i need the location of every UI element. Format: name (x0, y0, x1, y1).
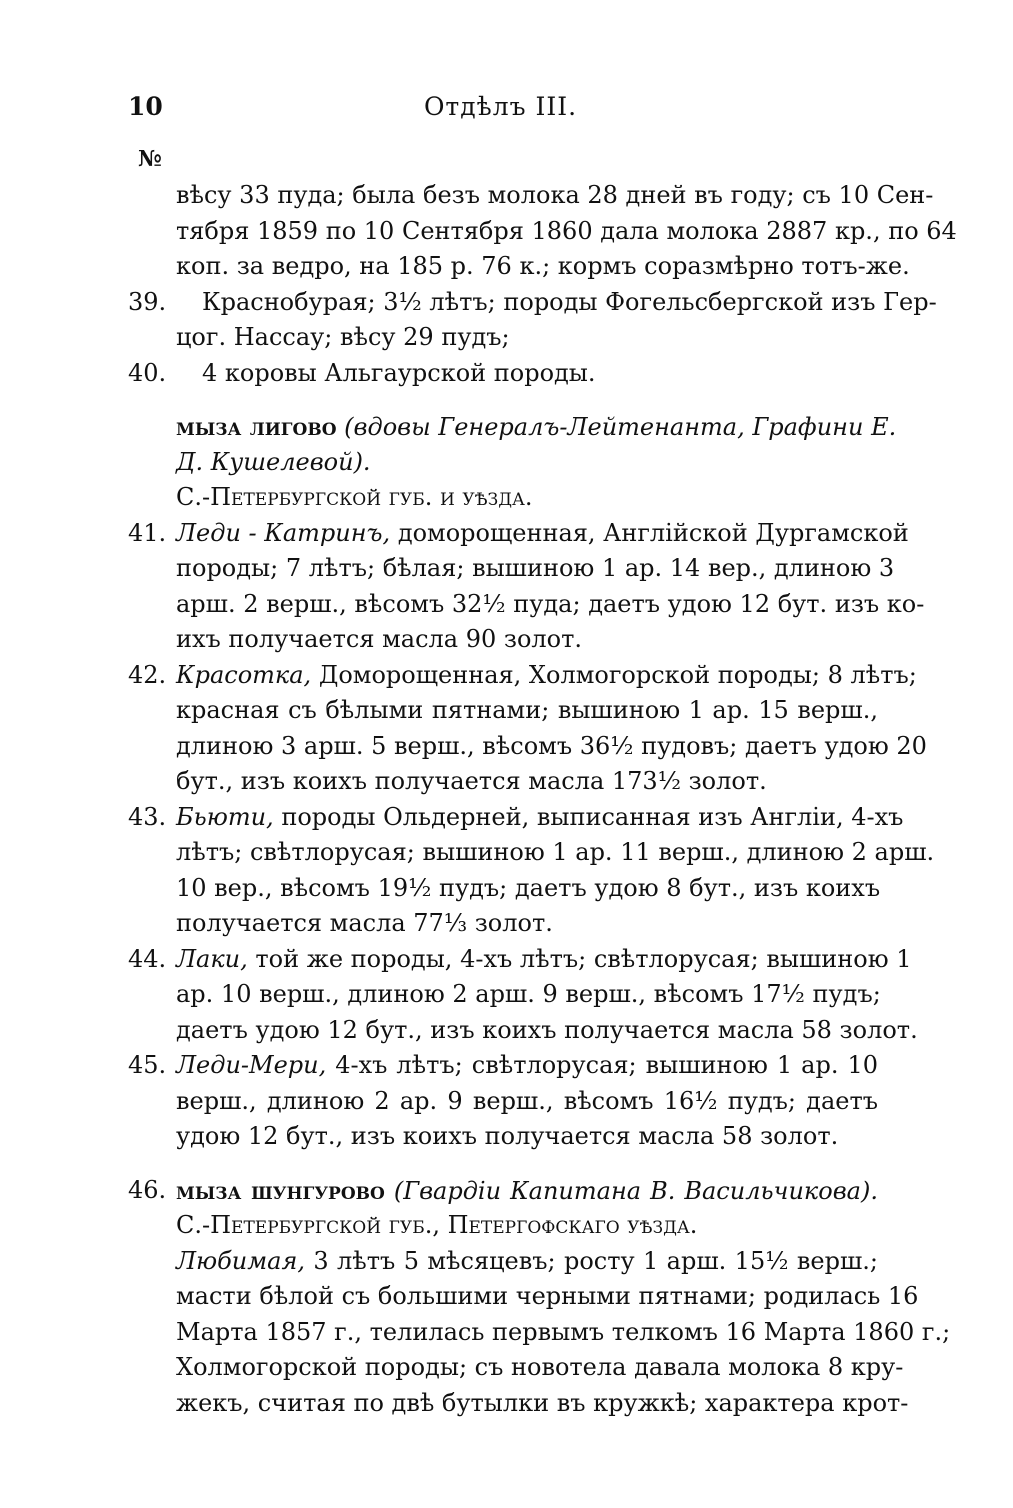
text-line (128, 1279, 919, 1315)
line-text: Краснобурая; 3½ лѣтъ; породы Фогельсбергской изъ Гер- (202, 287, 937, 316)
entry-number: 41. (128, 518, 167, 547)
entry-number: 43. (128, 802, 167, 831)
line-text (176, 1173, 878, 1210)
entry-44 (128, 942, 912, 978)
entry-45 (128, 1048, 878, 1084)
text-line (128, 1350, 904, 1386)
entry-39 (128, 285, 937, 321)
running-head: Отдѣлъ III. (423, 92, 578, 121)
line-text: жекъ, считая по двѣ бутылки въ кружкѣ; характера крот- (176, 1388, 909, 1417)
line-text: 10 вер., вѣсомъ 19½ пудъ; даетъ удою 8 бут., изъ коихъ (176, 873, 881, 902)
text-line (128, 1208, 878, 1244)
entry-number: 45. (128, 1051, 167, 1079)
text-line (128, 178, 934, 214)
text-line (128, 729, 927, 765)
text-line (128, 871, 881, 907)
line-text: бут., изъ коихъ получается масла 173½ золот. (176, 767, 767, 795)
line-text (176, 409, 897, 446)
entry-46 (128, 1173, 878, 1209)
line-text: доморощенная, Англійской Дургамской (397, 518, 909, 547)
text-line (128, 977, 881, 1013)
text-line (128, 835, 935, 871)
text-line (128, 480, 878, 516)
line-text: коп. за ведро, на 185 р. 76 к.; кормъ соразмѣрно тотъ-же. (176, 252, 910, 280)
cow-name: Лаки, (176, 944, 248, 973)
line-text: породы; 7 лѣтъ; бѣлая; вышиною 1 ар. 14 вер., длиною 3 (176, 554, 895, 582)
text-line (128, 693, 878, 729)
text-line (128, 1119, 878, 1155)
line-text: 3 лѣтъ 5 мѣсяцевъ; росту 1 арш. 15½ верш.; (313, 1246, 878, 1275)
entry-number: 42. (128, 660, 167, 689)
page-number: 10 (128, 92, 163, 121)
entry-number: 44. (128, 944, 167, 973)
line-text: длиною 3 арш. 5 верш., вѣсомъ 36½ пудовъ; даетъ удою 20 (176, 731, 927, 760)
line-text (176, 800, 904, 836)
entry-number: 39. (128, 287, 167, 316)
line-text: Доморощенная, Холмогорской породы; 8 лѣтъ; (318, 660, 917, 689)
estate-name: мыза лигово (176, 412, 337, 441)
line-text: Д. Кушелевой). (176, 447, 371, 476)
entry-41 (128, 516, 909, 552)
text-line (128, 1244, 878, 1280)
numero-sign: № (138, 146, 162, 172)
line-text: вѣсу 33 пуда; была безъ молока 28 дней въ году; съ 10 Сен- (176, 181, 934, 209)
cow-name: Красотка, (176, 660, 312, 689)
cow-name: Любимая, (176, 1246, 305, 1275)
line-text (176, 1244, 878, 1280)
line-text: верш., длиною 2 ар. 9 верш., вѣсомъ 16½ пудъ; даетъ (176, 1086, 878, 1115)
line-text: Холмогорской породы; съ новотела давала молока 8 кру- (176, 1353, 904, 1381)
estate-owner: (вдовы Генералъ-Лейтенанта, Графини Е. (344, 413, 897, 441)
cow-name: Леди - Катринъ, (176, 518, 391, 547)
text-line (128, 1084, 878, 1120)
entry-42 (128, 658, 917, 694)
text-line (128, 1315, 951, 1351)
line-text: даетъ удою 12 бут., изъ коихъ получается масла 58 золот. (176, 1015, 918, 1044)
line-text: красная съ бѣлыми пятнами; вышиною 1 ар. 15 верш., (176, 696, 878, 724)
line-text (176, 1048, 878, 1084)
line-text: ихъ получается масла 90 золот. (176, 625, 583, 653)
entry-number: 46. (128, 1175, 167, 1204)
text-line (128, 320, 878, 356)
text-line (128, 214, 957, 250)
line-text: 4-хъ лѣтъ; свѣтлорусая; вышиною 1 ар. 10 (335, 1051, 878, 1079)
line-text: масти бѣлой съ большими черными пятнами; родилась 16 (176, 1282, 919, 1310)
entry-43 (128, 800, 904, 836)
line-text: лѣтъ; свѣтлорусая; вышиною 1 ар. 11 верш., длиною 2 арш. (176, 838, 935, 866)
text-line (128, 445, 878, 481)
line-text: тября 1859 по 10 Сентября 1860 дала молока 2887 кр., по 64 (176, 216, 957, 245)
line-text: С.-Петербургской губ., Петергофскаго уѣзда. (176, 1211, 698, 1239)
line-text: удою 12 бут., изъ коихъ получается масла 58 золот. (176, 1122, 839, 1150)
line-text: С.-Петербургской губ. и уѣзда. (176, 483, 533, 511)
line-text (176, 942, 912, 978)
cow-name: Леди-Мери, (176, 1051, 327, 1079)
line-text: получается масла 77⅓ золот. (176, 909, 553, 937)
estate-name: мыза шунгурово (176, 1175, 385, 1205)
page-body (128, 178, 957, 1421)
line-text: цог. Нассау; вѣсу 29 пудъ; (176, 323, 510, 351)
line-text: ар. 10 верш., длиною 2 арш. 9 верш., вѣсомъ 17½ пудъ; (176, 980, 881, 1008)
text-line (128, 551, 895, 587)
text-line (128, 622, 878, 658)
entry-number: 40. (128, 358, 167, 387)
text-line (128, 249, 910, 285)
text-line (128, 906, 878, 942)
line-text: породы Ольдерней, выписанная изъ Англіи, 4-хъ (281, 802, 904, 831)
text-line (128, 1013, 918, 1049)
line-text: Марта 1857 г., телилась первымъ телкомъ 16 Марта 1860 г.; (176, 1317, 951, 1346)
line-text: той же породы, 4-хъ лѣтъ; свѣтлорусая; вышиною 1 (255, 944, 912, 973)
estate-heading-ligovo (128, 409, 897, 445)
estate-owner: (Гвардіи Капитана В. Васильчикова). (393, 1176, 878, 1205)
line-text: 4 коровы Альгаурской породы. (202, 358, 596, 387)
page-header (128, 92, 873, 132)
cow-name: Бьюти, (176, 802, 274, 831)
line-text (176, 516, 909, 552)
line-text (176, 658, 917, 694)
text-line (128, 764, 878, 800)
line-text: арш. 2 верш., вѣсомъ 32½ пуда; даетъ удою 12 бут. изъ ко- (176, 589, 925, 618)
entry-40 (128, 356, 878, 392)
text-line (128, 587, 925, 623)
text-line (128, 1386, 909, 1422)
